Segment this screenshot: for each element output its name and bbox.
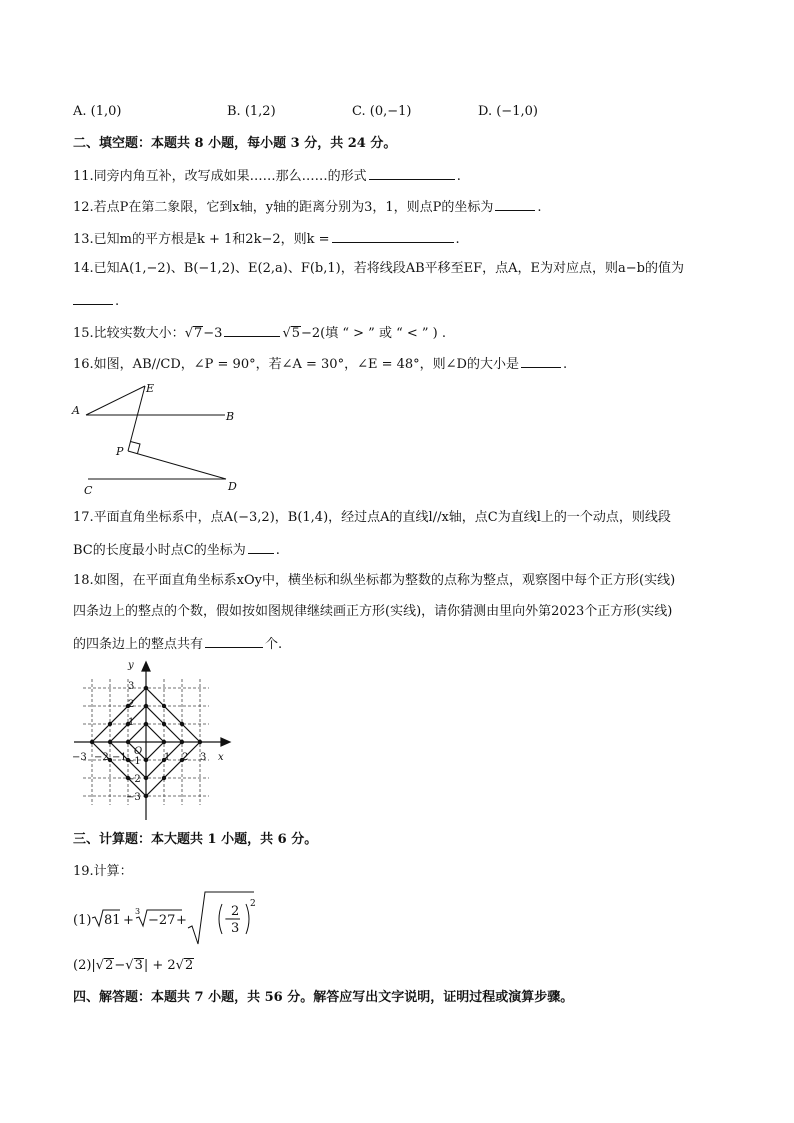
right-paren (246, 904, 249, 934)
figure-18-integer-squares (68, 656, 238, 822)
cube-index: 3 (135, 907, 141, 916)
answer-blank-17 (248, 541, 274, 554)
integer-point (198, 740, 202, 744)
question-14-answer (73, 292, 119, 310)
question-17-text: BC的长度最小时点C的坐标为 (73, 543, 246, 558)
y-tick-2: 2 (128, 699, 135, 710)
question-14-end: . (115, 294, 120, 309)
answer-blank-16 (521, 355, 561, 368)
y-tick-3: 3 (128, 681, 135, 692)
y-tick-neg1: −1 (126, 756, 141, 767)
integer-point (144, 794, 148, 798)
section-heading-fill-in: 二、填空题：本题共 8 小题，每小题 3 分，共 24 分。 (73, 136, 397, 151)
segment-ep (128, 386, 145, 451)
plus-2: + (176, 913, 187, 928)
integer-point (144, 704, 148, 708)
radicand-81: 81 (104, 913, 121, 928)
question-18-line-1: 18.如图，在平面直角坐标系xOy中，横坐标和纵坐标都为整数的点称为整点，观察图中每个正方形(实线) (73, 573, 676, 588)
question-17-end: . (275, 543, 280, 558)
x-axis-label: x (218, 752, 224, 763)
fraction-numerator: 2 (231, 904, 240, 919)
question-12 (73, 198, 542, 216)
plus-1: + (123, 913, 134, 928)
answer-blank-13 (332, 230, 454, 243)
label-p: P (116, 445, 124, 458)
question-17-line-1: 17.平面直角坐标系中，点A(−3,2)，B(1,4)，经过点A的直线l//x轴，点C为直线l上的一个动点，则线段 (73, 510, 671, 525)
part-2-label: (2)| (73, 958, 96, 973)
fraction-denominator: 3 (231, 921, 240, 936)
question-18-line-2: 四条边上的整点的个数，假如按如图规律继续画正方形(实线)，请你猜测由里向外第2023个正方形(实线) (73, 604, 673, 619)
integer-point (144, 722, 148, 726)
question-13 (73, 230, 460, 248)
section-heading-calculation: 三、计算题：本大题共 1 小题，共 6 分。 (73, 832, 318, 847)
label-d: D (228, 480, 237, 493)
question-18-end: 个. (265, 637, 283, 652)
x-tick-3: 3 (200, 752, 207, 763)
integer-point (180, 740, 184, 744)
answer-blank-15 (224, 324, 280, 337)
question-14: 14.已知A(1,−2)、B(−1,2)、E(2,a)、F(b,1)，若将线段AB平移至EF，点A，E为对应点，则a−b的值为 (73, 261, 685, 276)
x-tick-2: 2 (182, 752, 189, 763)
radicand-neg27: −27 (148, 913, 176, 928)
sqrt-radicand-7: 7 (193, 326, 203, 341)
label-c: C (84, 484, 93, 497)
radicand-2b: 2 (184, 958, 194, 973)
question-15-prefix: 15.比较实数大小： (73, 326, 185, 341)
integer-point (162, 776, 166, 780)
x-tick-neg1: −1 (112, 752, 127, 763)
y-tick-1: 1 (128, 717, 135, 728)
question-15 (73, 324, 446, 342)
origin-label: O (134, 746, 143, 757)
integer-point (180, 722, 184, 726)
integer-point (90, 740, 94, 744)
question-13-text: 13.已知m的平方根是k + 1和2k−2，则k = (73, 232, 330, 247)
y-tick-neg2: −2 (126, 774, 141, 785)
fraction-minus: − (224, 912, 235, 927)
integer-point (108, 722, 112, 726)
sqrt-sign: √ (125, 958, 134, 973)
question-11 (73, 167, 461, 185)
sqrt-sign: √ (184, 326, 193, 341)
question-11-end: . (456, 169, 461, 184)
question-16-end: . (562, 357, 568, 372)
integer-point (144, 776, 148, 780)
x-tick-neg3: −3 (72, 752, 87, 763)
option-b: B. (1,2) (227, 104, 276, 119)
y-axis-arrow (142, 662, 150, 671)
question-12-end: . (537, 200, 542, 215)
sqrt-sign: √ (282, 326, 291, 341)
label-a: A (72, 404, 80, 417)
question-16 (73, 355, 567, 373)
question-15-minus-3: −3 (203, 326, 223, 341)
question-19-part-1 (72, 888, 262, 948)
sqrt-radicand-5: 5 (291, 326, 301, 341)
question-13-end: . (455, 232, 460, 247)
part-2-minus: − (114, 958, 126, 973)
y-axis-label: y (128, 660, 134, 671)
label-e: E (146, 382, 155, 395)
question-16-text: 16.如图，AB//CD，∠P = 90°，若∠A = 30°，∠E = 48°，则∠D的大小是 (73, 357, 519, 372)
segment-ae (86, 386, 145, 415)
left-paren (219, 904, 222, 934)
option-a: A. (1,0) (73, 104, 122, 119)
integer-point (144, 758, 148, 762)
figure-16-parallel-lines (60, 378, 250, 500)
question-19-part-2 (73, 958, 194, 974)
radicand-2a: 2 (105, 958, 114, 973)
integer-point (162, 704, 166, 708)
integer-point (162, 722, 166, 726)
question-11-text: 11.同旁内角互补，改写成如果……那么……的形式 (73, 169, 367, 184)
question-18-line-3 (73, 635, 282, 653)
x-tick-1: 1 (164, 752, 171, 763)
exponent-2: 2 (250, 899, 256, 909)
part-2-mid: | + 2 (143, 958, 176, 973)
answer-blank-18 (205, 635, 263, 648)
sqrt-sign: √ (95, 958, 105, 973)
integer-point (108, 740, 112, 744)
answer-blank-14 (73, 292, 113, 305)
part-1-label: (1) (73, 913, 92, 928)
x-tick-neg2: −2 (94, 752, 109, 763)
label-b: B (226, 410, 235, 423)
question-15-suffix: −2(填 “ > ” 或 “ < ” ) . (301, 326, 447, 341)
integer-point (126, 740, 130, 744)
answer-blank-12 (495, 198, 535, 211)
x-axis-arrow (221, 738, 230, 746)
segment-pd (128, 451, 226, 479)
big-sqrt-sign (188, 892, 254, 944)
question-19-title: 19.计算： (73, 864, 133, 879)
question-17-line-2 (73, 541, 280, 559)
option-d: D. (−1,0) (478, 104, 538, 119)
y-tick-neg3: −3 (126, 792, 141, 803)
question-18-text: 的四条边上的整点共有 (73, 637, 204, 652)
question-12-text: 12.若点P在第二象限，它到x轴，y轴的距离分别为3，1，则点P的坐标为 (73, 200, 494, 215)
option-c: C. (0,−1) (352, 104, 412, 119)
integer-point (144, 686, 148, 690)
radicand-3: 3 (134, 958, 143, 973)
answer-blank-11 (369, 167, 455, 180)
section-heading-answer: 四、解答题：本题共 7 小题，共 56 分。解答应写出文字说明，证明过程或演算步骤。 (73, 990, 574, 1005)
integer-point (162, 740, 166, 744)
sqrt-sign: √ (175, 958, 184, 973)
